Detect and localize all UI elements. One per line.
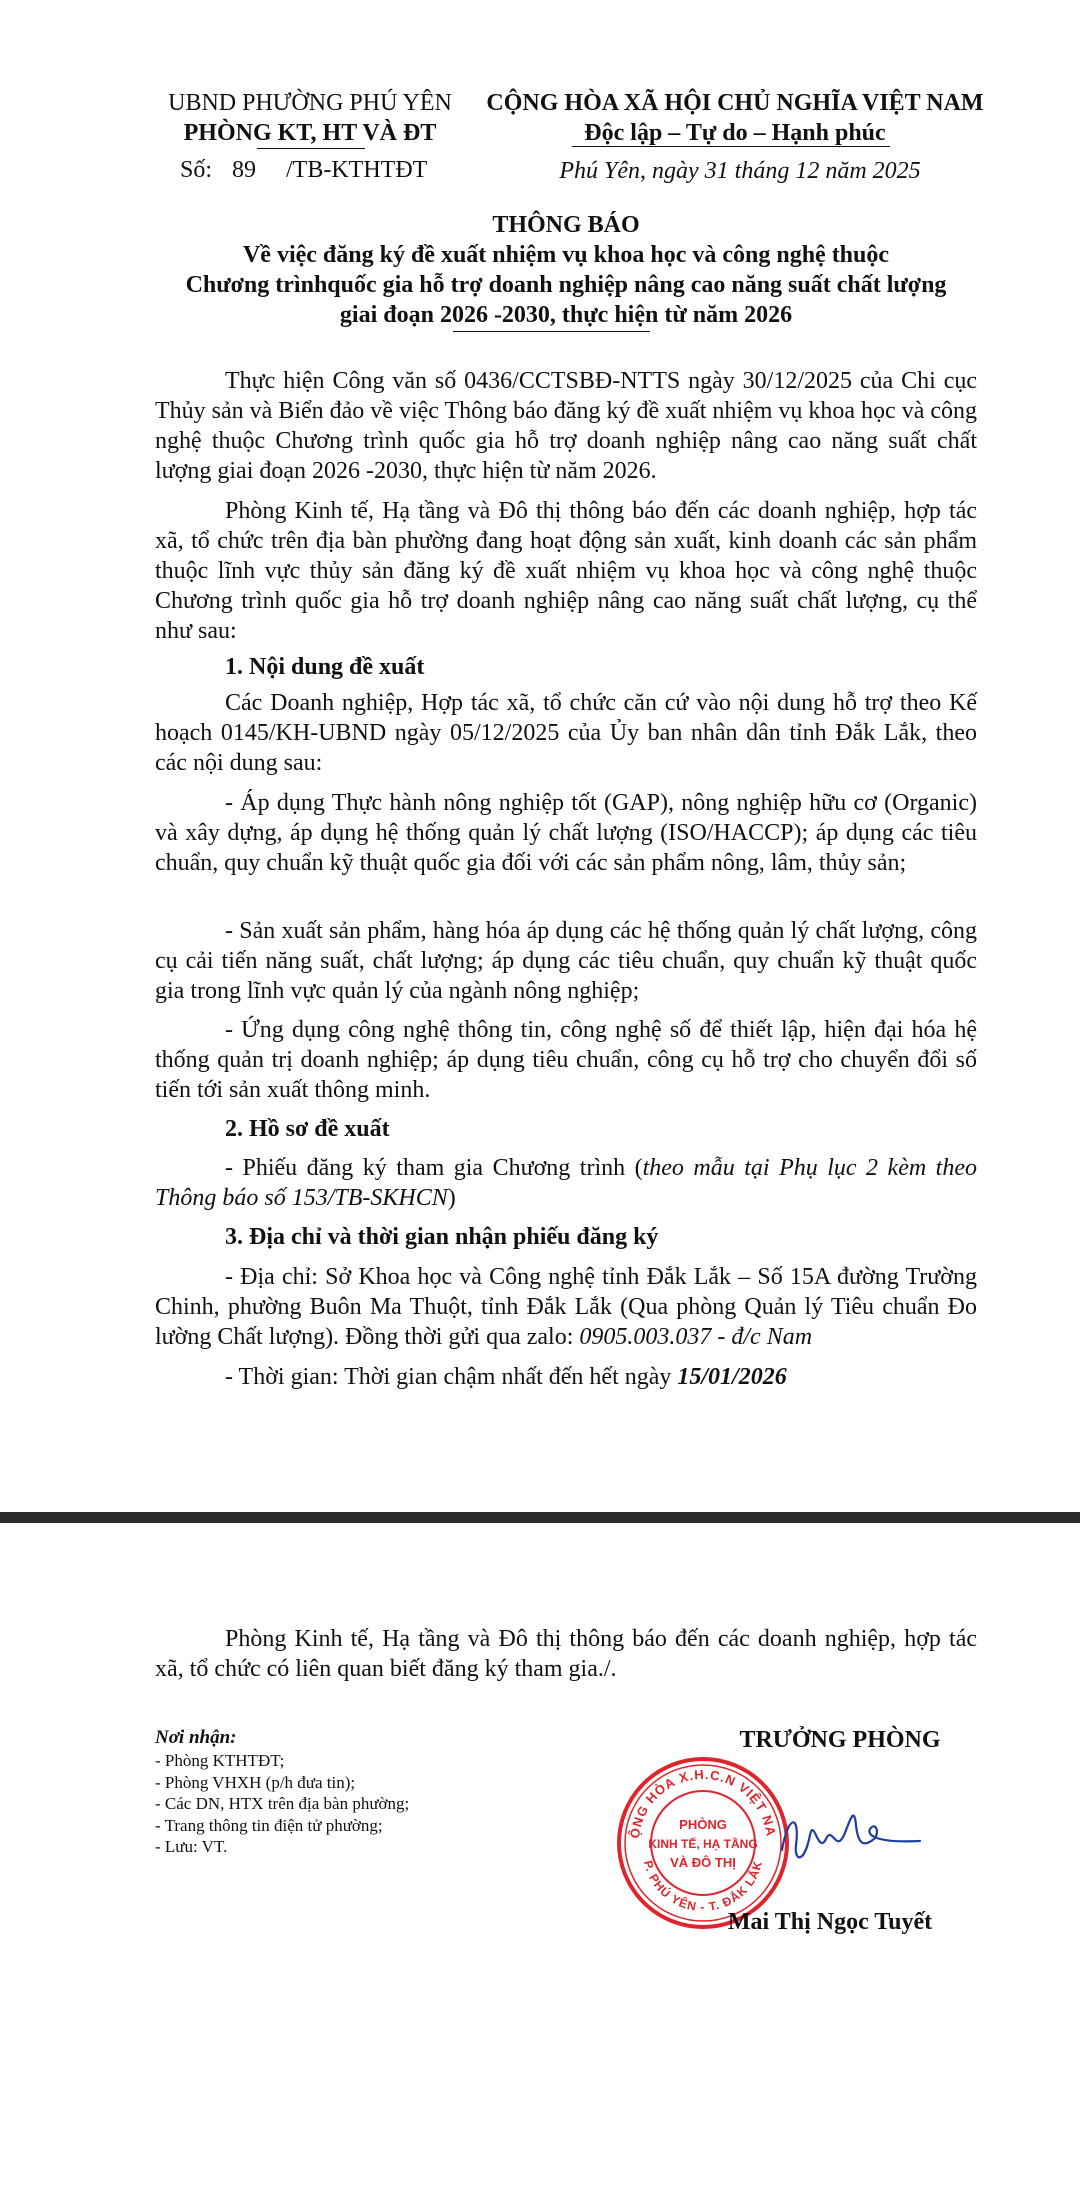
title-line-1: Về việc đăng ký đề xuất nhiệm vụ khoa học và công nghệ thuộc	[242, 242, 890, 268]
heading-3: 3. Địa chỉ và thời gian nhận phiếu đăng ký	[225, 1224, 659, 1250]
doc-type: THÔNG BÁO	[492, 212, 640, 238]
official-stamp	[615, 1755, 791, 1931]
recipients-block	[155, 1726, 515, 1858]
doc-number-suffix: /TB-KTHTĐT	[286, 157, 428, 183]
recipient-item: - Phòng VHXH (p/h đưa tin);	[155, 1772, 356, 1792]
address-zalo: 0905.003.037 - đ/c Nam	[579, 1324, 813, 1350]
doc-number	[180, 155, 500, 185]
doc-number-value: 89	[232, 157, 257, 183]
title-line-2: Chương trìnhquốc gia hỗ trợ doanh nghiệp nâng cao năng suất chất lượng	[185, 272, 947, 298]
issuer-block	[160, 88, 460, 148]
form-end: )	[447, 1185, 456, 1211]
motto: Độc lập – Tự do – Hạnh phúc	[584, 120, 886, 146]
recipient-item: - Trang thông tin điện tử phường;	[155, 1815, 383, 1835]
paragraph-plan: Các Doanh nghiệp, Hợp tác xã, tổ chức căn cứ vào nội dung hỗ trợ theo Kế hoạch 0145/KH-UBND ngày 05/12/2025 của Ủy ban nhân dân tỉnh Đắk Lắk, theo các nội dung sau:	[155, 690, 977, 776]
recipient-item: - Các DN, HTX trên địa bàn phường;	[155, 1794, 410, 1813]
paragraph-intro: Thực hiện Công văn số 0436/CCTSBĐ-NTTS ngày 30/12/2025 của Chi cục Thủy sản và Biển đảo về việc Thông báo đăng ký đề xuất nhiệm vụ khoa học và công nghệ thuộc Chương trình quốc gia hỗ trợ doanh nghiệp nâng cao năng suất chất lượng giai đoạn 2026 -2030, thực hiện từ năm 2026.	[155, 368, 978, 484]
stamp-seal	[615, 1755, 791, 1931]
paragraph-announcement: Phòng Kinh tế, Hạ tầng và Đô thị thông báo đến các doanh nghiệp, hợp tác xã, tổ chức trên địa bàn phường đang hoạt động sản xuất, kinh doanh các sản phẩm thuộc lĩnh vực thủy sản đăng ký đề xuất nhiệm vụ khoa học và công nghệ thuộc Chương trình quốc gia hỗ trợ doanh nghiệp nâng cao năng suất chất lượng, cụ thể như sau:	[155, 498, 977, 644]
heading-2: 2. Hồ sơ đề xuất	[225, 1116, 390, 1142]
address-text: - Địa chỉ: Sở Khoa học và Công nghệ tỉnh Đắk Lắk – Số 15A đường Trường Chinh, phường Buôn Ma Thuột, tỉnh Đắk Lắk (Qua phòng Quản lý Tiêu chuẩn Đo lường Chất lượng). Đồng thời gửi qua zalo:	[155, 1264, 977, 1350]
svg-text:CỘNG HÒA X.H.C.N VIỆT NAM: ỘNG HÒA X.H.C.N VIỆT NA	[627, 1766, 779, 1840]
national-block	[460, 88, 1010, 148]
heading-1: 1. Nội dung đề xuất	[225, 654, 425, 680]
issuer-underline	[257, 148, 365, 149]
motto-underline	[572, 146, 890, 147]
paragraph-address	[155, 1262, 977, 1352]
svg-text:VÀ ĐÔ THỊ: VÀ ĐÔ THỊ	[670, 1855, 736, 1870]
issuer-line-2: PHÒNG KT, HT VÀ ĐT	[183, 120, 437, 146]
doc-number-prefix: Số:	[180, 157, 213, 183]
issuer-line-1: UBND PHƯỜNG PHÚ YÊN	[168, 90, 452, 116]
deadline-date: 15/01/2026	[677, 1364, 787, 1390]
svg-text:KINH TẾ, HẠ TẦNG: KINH TẾ, HẠ TẦNG	[648, 1837, 758, 1851]
recipients-title: Nơi nhận:	[155, 1727, 237, 1748]
handwritten-signature	[770, 1795, 930, 1875]
svg-text:P. PHÚ YÊN - T. ĐẮK LẮK: P. PHÚ YÊN - T. ĐẮK LẮK	[640, 1858, 766, 1915]
page-divider	[0, 1512, 1080, 1523]
paragraph-form	[155, 1153, 977, 1213]
form-text: - Phiếu đăng ký tham gia Chương trình (	[225, 1155, 643, 1181]
bullet-quality: - Sản xuất sản phẩm, hàng hóa áp dụng các hệ thống quản lý chất lượng, công cụ cải tiến năng suất, chất lượng; áp dụng các tiêu chuẩn, quy chuẩn kỹ thuật quốc gia trong lĩnh vực quản lý của ngành nông nghiệp;	[155, 918, 977, 1004]
title-line-3: giai đoạn 2026 -2030, thực hiện từ năm 2026	[339, 302, 793, 328]
bullet-gap: - Áp dụng Thực hành nông nghiệp tốt (GAP), nông nghiệp hữu cơ (Organic) và xây dựng, áp dụng hệ thống quản lý chất lượng (ISO/HACCP); áp dụng các tiêu chuẩn, quy chuẩn kỹ thuật quốc gia đối với các sản phẩm nông, lâm, thủy sản;	[155, 790, 977, 876]
nation-title: CỘNG HÒA XÃ HỘI CHỦ NGHĨA VIỆT NAM	[486, 90, 984, 116]
paragraph-deadline	[155, 1362, 977, 1392]
svg-text:PHÒNG: PHÒNG	[679, 1817, 727, 1832]
signer-position: TRƯỞNG PHÒNG	[739, 1727, 941, 1753]
form-italic: theo mẫu tại Phụ lục 2 kèm theo Thông báo số 153/TB-SKHCN	[155, 1155, 977, 1211]
deadline-text: - Thời gian: Thời gian chậm nhất đến hết ngày	[225, 1364, 678, 1390]
recipient-item: - Lưu: VT.	[155, 1837, 228, 1856]
recipient-item: - Phòng KTHTĐT;	[155, 1751, 285, 1770]
place-date: Phú Yên, ngày 31 tháng 12 năm 2025	[559, 158, 921, 184]
title-underline	[453, 331, 650, 332]
paragraph-closing: Phòng Kinh tế, Hạ tầng và Đô thị thông báo đến các doanh nghiệp, hợp tác xã, tổ chức có liên quan biết đăng ký tham gia./.	[155, 1626, 977, 1682]
bullet-digital: - Ứng dụng công nghệ thông tin, công nghệ số để thiết lập, hiện đại hóa hệ thống quản trị doanh nghiệp; áp dụng tiêu chuẩn, công cụ hỗ trợ cho chuyển đổi số tiến tới sản xuất thông minh.	[155, 1017, 977, 1103]
signer-name: Mai Thị Ngọc Tuyết	[727, 1909, 933, 1935]
